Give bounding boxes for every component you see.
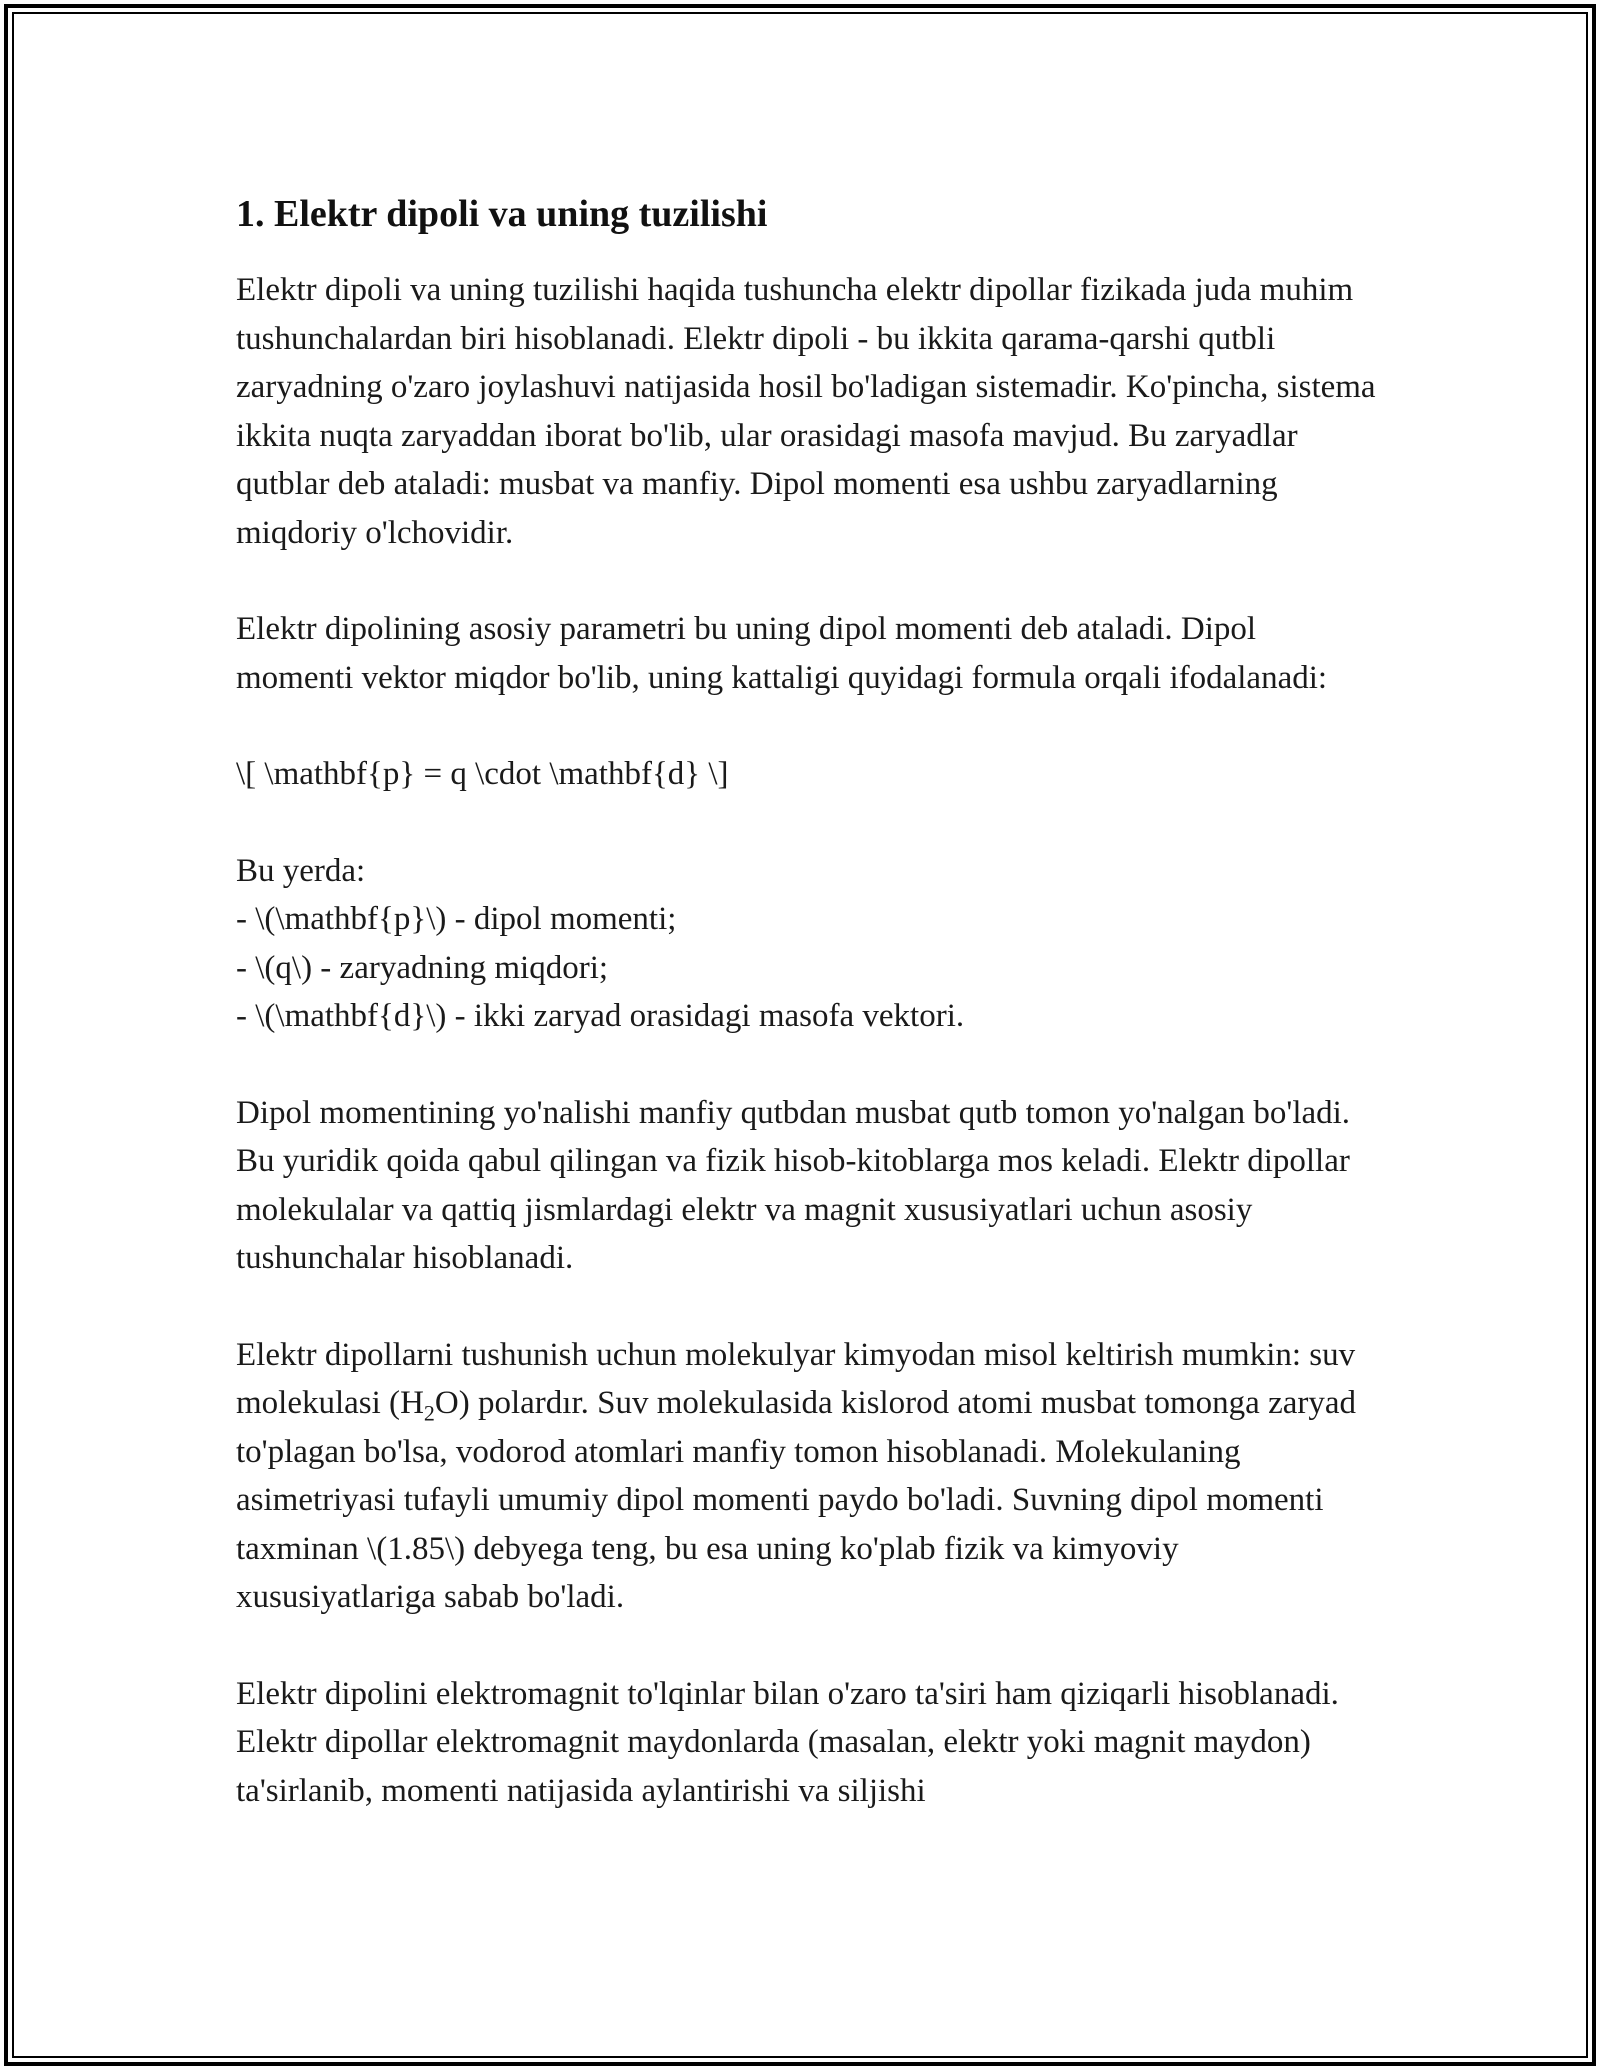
water-text-before: Elektr dipollarni tushunish uchun molekulyar kimyodan misol keltirish mumkin: suv molekulasi ( [236, 1336, 1356, 1421]
paragraph-electromagnetic: Elektr dipolini elektromagnit to'lqinlar bilan o'zaro ta'siri ham qiziqarli hisoblanadi. Elektr dipollar elektromagnit maydonlarda (masalan, elektr yoki magnit maydon) ta'sirlanib, momenti natijasida aylantirishi va siljishi [236, 1675, 1339, 1809]
definition-item-q: - \(q\) - zaryadning miqdori; [236, 949, 609, 986]
document-body [236, 186, 1376, 1863]
definition-item-p: - \(\mathbf{p}\) - dipol momenti; [236, 901, 677, 937]
water-formula-o: O [434, 1385, 459, 1421]
dipole-formula: \[ \mathbf{p} = q \cdot \mathbf{d} \] [236, 756, 729, 792]
water-formula-subscript: 2 [423, 1400, 435, 1426]
definition-intro: Bu yerda: [236, 852, 366, 889]
section-heading: 1. Elektr dipoli va uning tuzilishi [236, 193, 768, 235]
paragraph-dipole-moment: Elektr dipolining asosiy parametri bu uning dipol momenti deb ataladi. Dipol momenti vektor miqdor bo'lib, uning kattaligi quyidagi formula orqali ifodalanadi: [236, 611, 1328, 696]
paragraph-intro: Elektr dipoli va uning tuzilishi haqida tushuncha elektr dipollar fizikada juda muhim tushunchalardan biri hisoblanadi. Elektr dipoli - bu ikkita qarama-qarshi qutbli zaryadning o'zaro joylashuvi natijasida hosil bo'ladigan sistemadir. Ko'pincha, sistema ikkita nuqta zaryaddan iborat bo'lib, ular orasidagi masofa mavjud. Bu zaryadlar qutblar deb ataladi: musbat va manfiy. Dipol momenti esa ushbu zaryadlarning miqdoriy o'lchovidir. [236, 272, 1376, 551]
definition-list [236, 847, 1376, 1041]
definition-item-d: - \(\mathbf{d}\) - ikki zaryad orasidagi masofa vektori. [236, 998, 965, 1034]
paragraph-direction: Dipol momentining yo'nalishi manfiy qutbdan musbat qutb tomon yo'nalgan bo'ladi. Bu yuridik qoida qabul qilingan va fizik hisob-kitoblarga mos keladi. Elektr dipollar molekulalar va qattiq jismlardagi elektr va magnit xususiyatlari uchun asosiy tushunchalar hisoblanadi. [236, 1094, 1351, 1276]
water-formula-h: H [400, 1385, 424, 1421]
paragraph-water-example [236, 1331, 1376, 1622]
water-text-after: ) polardır. Suv molekulasida kislorod atomi musbat tomonga zaryad to'plagan bo'lsa, vodorod atomlari manfiy tomon hisoblanadi. Molekulaning asimetriyasi tufayli umumiy dipol momenti paydo bo'ladi. Suvning dipol momenti taxminan \(1.85\) debyega teng, bu esa uning ko'plab fizik va kimyoviy xususiyatlariga sabab bo'ladi. [236, 1385, 1357, 1615]
